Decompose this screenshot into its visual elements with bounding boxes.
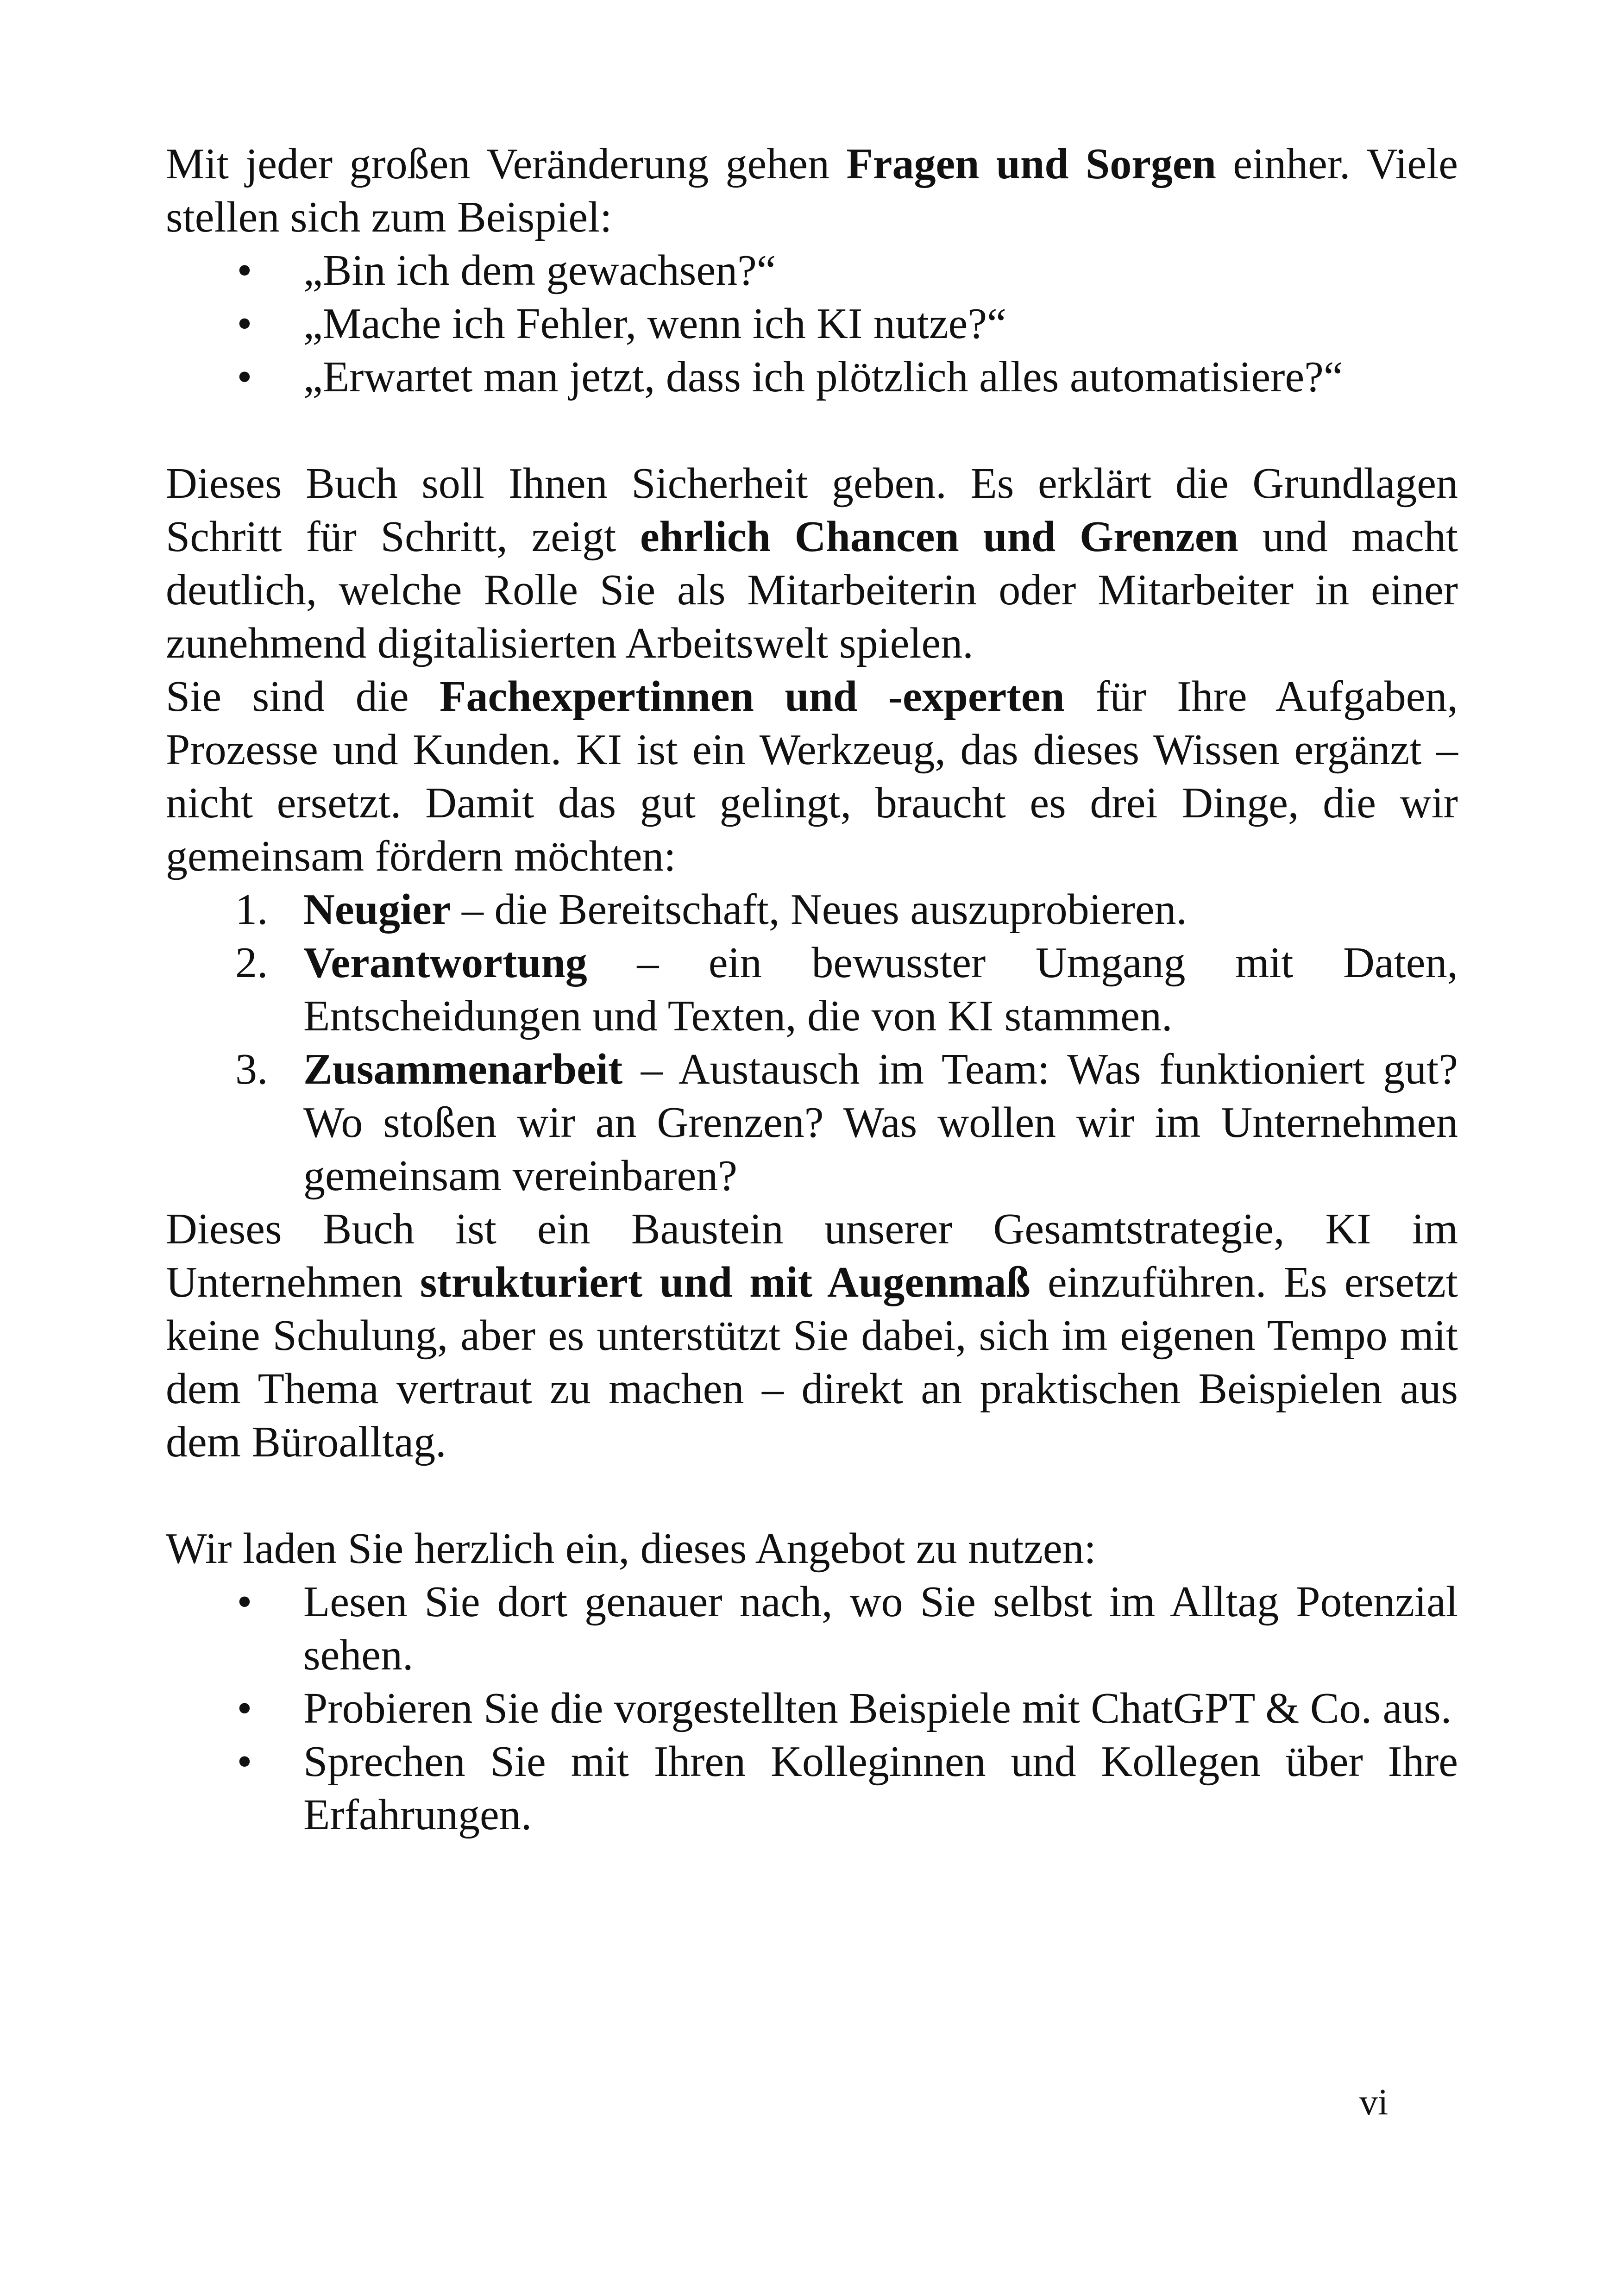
experts-text: Sie sind die xyxy=(166,672,440,721)
list-item xyxy=(166,1575,1458,1682)
question-text: „Bin ich dem gewachsen?“ xyxy=(303,246,776,295)
action-text: Sprechen Sie mit Ihren Kolleginnen und Kollegen über Ihre Erfahrungen. xyxy=(303,1738,1458,1839)
list-item xyxy=(166,936,1458,1043)
list-item xyxy=(166,1043,1458,1203)
paragraph-gap xyxy=(166,1469,1458,1522)
principle-text: – Austausch im Team: Was funktioniert gut? Wo stoßen wir an Grenzen? Was wollen wir im Unternehmen gemeinsam vereinbaren? xyxy=(303,1045,1458,1200)
list-item xyxy=(166,297,1458,351)
intro-paragraph xyxy=(166,138,1458,244)
principle-term: Verantwortung xyxy=(303,939,587,987)
experts-emphasis: Fachexpertinnen und -experten xyxy=(440,672,1065,721)
invitation-paragraph xyxy=(166,1522,1458,1575)
experts-text-end: für Ihre Aufgaben, Prozesse und Kunden. KI ist ein Werkzeug, das dieses Wissen ergänzt – nicht ersetzt. Damit das gut gelingt, braucht es drei Dinge, die wir gemeinsam fördern möchten: xyxy=(166,672,1458,880)
list-item xyxy=(166,1735,1458,1842)
bullet-icon: • xyxy=(237,1738,252,1786)
safety-text: Dieses Buch soll Ihnen Sicherheit geben. Es erklärt die Grundlagen Schritt für Schritt, zeigt xyxy=(166,459,1458,561)
principle-term: Zusammenarbeit xyxy=(303,1045,623,1093)
list-item xyxy=(166,883,1458,936)
action-text: Probieren Sie die vorgestellten Beispiele mit ChatGPT & Co. aus. xyxy=(303,1684,1452,1732)
strategy-text-end: einzuführen. Es ersetzt keine Schulung, aber es unterstützt Sie dabei, sich im eigenen Tempo mit dem Thema vertraut zu machen – direkt an praktischen Beispielen aus dem Büroalltag. xyxy=(166,1258,1458,1466)
action-list xyxy=(166,1575,1458,1842)
question-text: „Mache ich Fehler, wenn ich KI nutze?“ xyxy=(303,300,1006,348)
page-number: vi xyxy=(1359,2082,1389,2123)
action-text: Lesen Sie dort genauer nach, wo Sie selbst im Alltag Potenzial sehen. xyxy=(303,1578,1458,1679)
list-item xyxy=(166,244,1458,297)
list-item xyxy=(166,351,1458,404)
bullet-icon: • xyxy=(237,1578,252,1626)
intro-emphasis: Fragen und Sorgen xyxy=(846,140,1216,188)
principle-text: – ein bewusster Umgang mit Daten, Entscheidungen und Texten, die von KI stammen. xyxy=(303,939,1458,1040)
list-number: 1. xyxy=(235,885,268,934)
bullet-icon: • xyxy=(237,300,252,348)
paragraph-gap xyxy=(166,404,1458,457)
strategy-text: Dieses Buch ist ein Baustein unserer Gesamtstrategie, KI im Unternehmen xyxy=(166,1205,1458,1306)
safety-paragraph xyxy=(166,457,1458,670)
page-body xyxy=(166,138,1458,1842)
intro-text: Mit jeder großen Veränderung gehen xyxy=(166,140,847,188)
question-text: „Erwartet man jetzt, dass ich plötzlich alles automatisiere?“ xyxy=(303,353,1343,401)
safety-emphasis: ehrlich Chancen und Grenzen xyxy=(640,513,1238,561)
experts-paragraph xyxy=(166,670,1458,883)
principle-text: – die Bereitschaft, Neues auszuprobieren. xyxy=(451,885,1187,934)
bullet-icon: • xyxy=(237,246,252,295)
strategy-paragraph xyxy=(166,1203,1458,1469)
question-list xyxy=(166,244,1458,404)
invitation-text: Wir laden Sie herzlich ein, dieses Angebot zu nutzen: xyxy=(166,1524,1096,1573)
principle-term: Neugier xyxy=(303,885,451,934)
list-item xyxy=(166,1682,1458,1735)
bullet-icon: • xyxy=(237,353,252,401)
bullet-icon: • xyxy=(237,1684,252,1732)
list-number: 3. xyxy=(235,1045,268,1093)
list-number: 2. xyxy=(235,939,268,987)
safety-text-end: und macht deutlich, welche Rolle Sie als Mitarbeiterin oder Mitarbeiter in einer zunehmend digitalisierten Arbeitswelt spielen. xyxy=(166,513,1458,667)
strategy-emphasis: strukturiert und mit Augenmaß xyxy=(420,1258,1030,1306)
principle-list xyxy=(166,883,1458,1203)
intro-text-end: einher. Viele stellen sich zum Beispiel: xyxy=(166,140,1458,241)
